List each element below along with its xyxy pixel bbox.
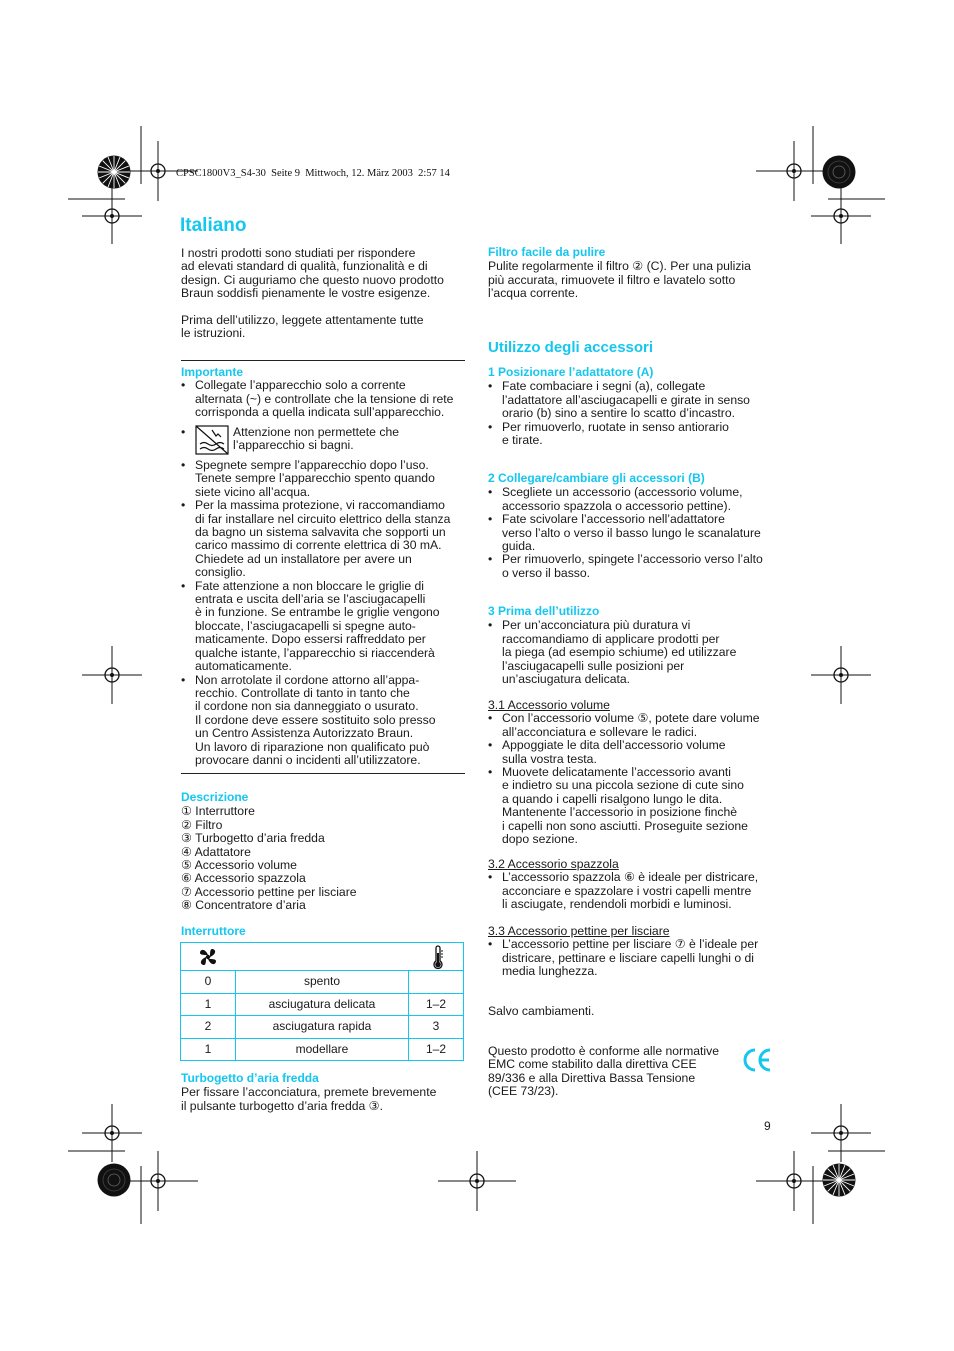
section-title: Utilizzo degli accessori: [488, 339, 654, 356]
conformity-text: Questo prodotto è conforme alle normative EMC come stabilito dalla direttiva CEE 89/336 e alla Direttiva Bassa Tensione (CEE 73/23).: [488, 1044, 720, 1099]
list-item: • Non arrotolate il cordone attorno all’appa- recchio. Controllate di tanto in tanto che il cordone non sia danneggiato o usurato. Il cordone deve essere sostituito solo presso un Centro Assistenza Autorizzato Braun. Un lavoro di riparazione non qualificato può provocare danni o incidenti all’utilizzatore.: [181, 674, 471, 768]
importante-section: [181, 366, 471, 420]
list-item: • Scegliete un accessorio (accessorio volume, accessorio spazzola o accessorio pettine).: [488, 486, 778, 513]
section-heading: 1 Posizionare l’adattatore (A): [488, 365, 654, 379]
section-heading: 2 Collegare/cambiare gli accessori (B): [488, 471, 705, 485]
page-number: 9: [764, 1119, 771, 1133]
registration-rosette-icon: [823, 1164, 856, 1197]
page-title: Italiano: [180, 215, 247, 236]
registration-rosette-icon: [823, 156, 856, 189]
warning-bullet: • Attenzione non permettete che l’apparecchio si bagni.: [181, 426, 471, 458]
table-row: 2 asciugatura rapida 3: [181, 1016, 464, 1039]
utilizzo-s2: [488, 472, 778, 580]
registration-rosette-icon: [98, 1164, 131, 1197]
list-item: • Per un’acconciatura più duratura vi raccomandiamo di applicare prodotti per la piega (ad esempio schiume) ed utilizzare l’asciugacapelli sulle posizioni per un’asciugatura delicata.: [488, 619, 778, 686]
list-item: ⑦ Accessorio pettine per lisciare: [181, 884, 357, 899]
list-item: • Fate combaciare i segni (a), collegate l’adattatore all’asciugacapelli e girate in senso orario (b) sino a sentire lo scatto d’incastro.: [488, 380, 778, 420]
utilizzo-s1: [488, 366, 778, 447]
no-water-warning-icon: [194, 424, 230, 456]
list-item: • Fate scivolare l’accessorio nell’adattatore verso l’alto o verso il basso lungo le scanalature guida.: [488, 513, 778, 553]
fan-icon: [197, 946, 219, 968]
section-heading: Descrizione: [181, 790, 249, 804]
list-item: • Collegate l’apparecchio solo a corrente alternata (~) e controllate che la tensione di rete corrisponda a quella indicata sull’apparecchio.: [181, 379, 471, 419]
list-item: ② Filtro: [181, 817, 223, 832]
list-item: • L’accessorio spazzola ⑥ è ideale per districare, acconciare e spazzolare i vostri capelli mentre li asciugate, rendendoli morbidi e luminosi.: [488, 871, 778, 911]
section-heading: Importante: [181, 365, 244, 379]
thermometer-icon: [431, 945, 445, 970]
filtro-section: Filtro facile da pulire Pulite regolarmente il filtro ② (C). Per una pulizia più accurata, rimuovete il filtro e lavatelo sotto l’acqua corrente.: [488, 246, 778, 301]
list-item: • Con l’accessorio volume ⑤, potete dare volume all’acconciatura e sollevare le radici.: [488, 712, 778, 739]
list-item: • Per rimuoverlo, ruotate in senso antiorario e tirate.: [488, 421, 778, 448]
list-item: • Muovete delicatamente l’accessorio avanti e indietro su una piccola sezione di cute sino a quando i capelli risalgono lungo le dita. Mantenente l’accessorio in posizione finchè i capelli non sono asciutti. Proseguite sezione dopo sezione.: [488, 766, 778, 846]
divider: [181, 360, 465, 361]
ce-mark-icon: [741, 1045, 773, 1075]
list-item: ⑥ Accessorio spazzola: [181, 871, 306, 886]
disclaimer: Salvo cambiamenti.: [488, 1004, 595, 1018]
registration-rosette-icon: [98, 156, 131, 189]
table-row: 1 asciugatura delicata 1–2: [181, 993, 464, 1016]
section-heading: Turbogetto d’aria fredda: [181, 1071, 319, 1085]
list-item: • L’accessorio pettine per lisciare ⑦ è l’ideale per districare, pettinare e lisciare capelli lunghi o di media lunghezza.: [488, 938, 778, 978]
section-heading: 3 Prima dell’utilizzo: [488, 604, 600, 618]
section-heading: Interruttore: [181, 924, 246, 938]
intro-text: I nostri prodotti sono studiati per rispondere ad elevati standard di qualità, funzionalità e di design. Ci auguriamo che questo nuovo prodotto Braun soddisfi pienamente le vostre esigenze.: [181, 246, 444, 301]
importante-more: [181, 459, 471, 767]
list-item: ④ Adattatore: [181, 844, 251, 859]
intro-text-2: Prima dell’utilizzo, leggete attentamente tutte le istruzioni.: [181, 313, 424, 341]
list-item: • Fate attenzione a non bloccare le griglie di entrata e uscita dell’aria se l’asciugacapelli è in funzione. Se entrambe le griglie vengono bloccate, l’asciugacapelli si spegne auto- maticamente. Dopo essersi raffreddato per qualche istante, l’apparecchio si riaccenderà automaticamente.: [181, 580, 471, 674]
utilizzo-s32: [488, 858, 778, 912]
utilizzo-s3: [488, 605, 778, 686]
subsection-heading: 3.3 Accessorio pettine per lisciare: [488, 924, 670, 938]
section-heading: Filtro facile da pulire: [488, 245, 606, 259]
descrizione-section: [181, 791, 471, 913]
list-item: ① Interruttore: [181, 804, 255, 819]
subsection-heading: 3.1 Accessorio volume: [488, 698, 610, 712]
list-item: ⑧ Concentratore d’aria: [181, 898, 306, 913]
table-row: 0 spento: [181, 971, 464, 994]
list-item: • Spegnete sempre l’apparecchio dopo l’uso. Tenete sempre l’apparecchio spento quando siete vicino all’acqua.: [181, 459, 471, 499]
table-row: 1 modellare 1–2: [181, 1038, 464, 1061]
list-item: • Per la massima protezione, vi raccomandiamo di far installare nel circuito elettrico della stanza da bagno un sistema salvavita che sopporti un carico massimo di corrente elettrica di 30 mA. Chiedete ad un installatore per avere un consiglio.: [181, 499, 471, 579]
turbogetto-section: Turbogetto d’aria fredda Per fissare l’acconciatura, premete brevemente il pulsante turbogetto d’aria fredda ③.: [181, 1072, 471, 1113]
list-item: • Appoggiate le dita dell’accessorio volume sulla vostra testa.: [488, 739, 778, 766]
list-item: • Per rimuoverlo, spingete l’accessorio verso l’alto o verso il basso.: [488, 553, 778, 580]
utilizzo-s31: [488, 699, 778, 846]
switch-table: [180, 942, 464, 1061]
list-item: ⑤ Accessorio volume: [181, 858, 297, 873]
print-header: CPSC1800V3_S4-30 Seite 9 Mittwoch, 12. März 2003 2:57 14: [176, 168, 450, 179]
divider: [181, 773, 465, 774]
subsection-heading: 3.2 Accessorio spazzola: [488, 857, 619, 871]
list-item: ③ Turbogetto d’aria fredda: [181, 831, 325, 846]
utilizzo-s33: [488, 925, 778, 979]
